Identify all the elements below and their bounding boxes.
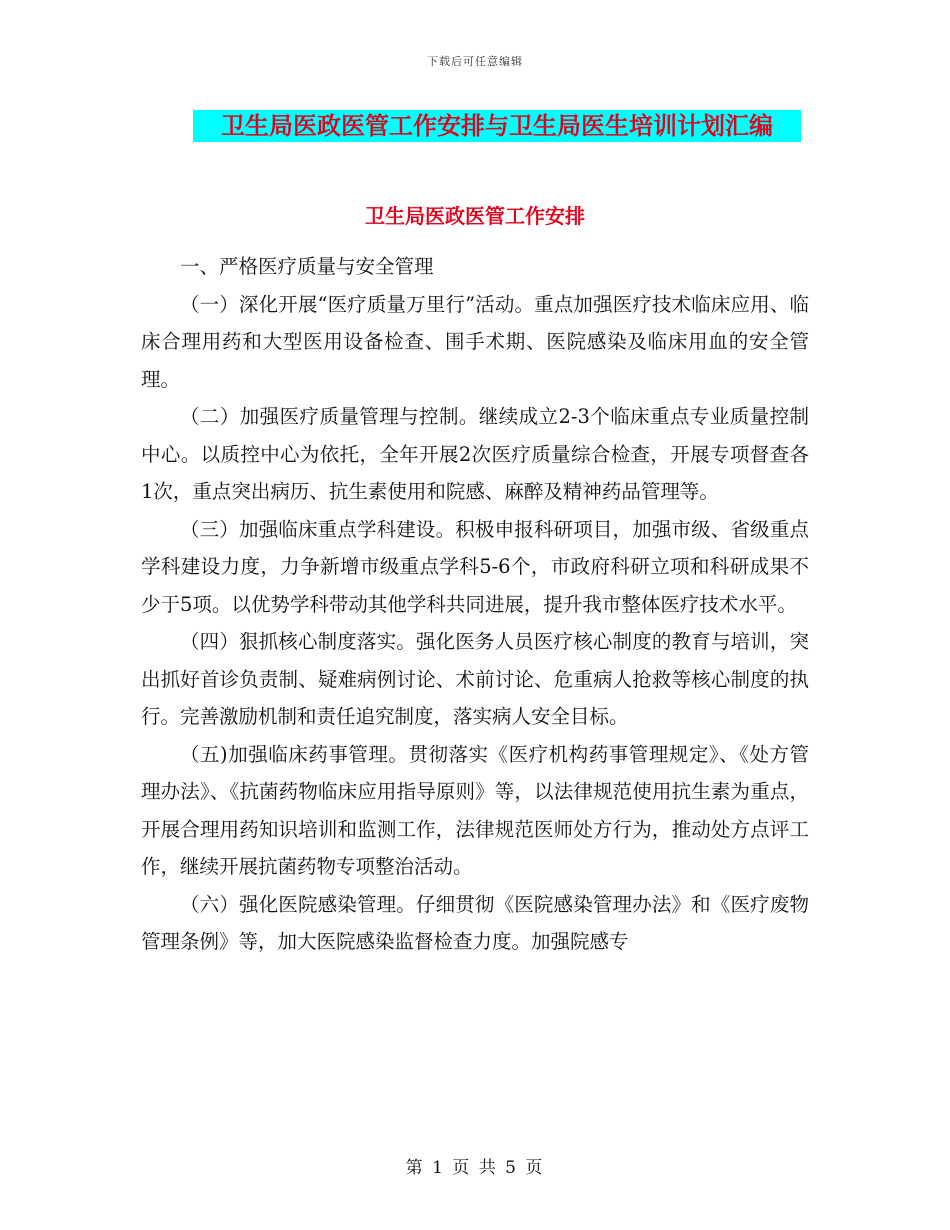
page-number: 第 1 页 共 5 页 — [405, 1158, 545, 1178]
paragraph-3: （三）加强临床重点学科建设。积极申报科研项目，加强市级、省级重点学科建设力度，力争新增市级重点学科5-6个，市政府科研立项和科研成果不少于5项。以优势学科带动其他学科共同进展，提升我市整体医疗技术水平。 — [141, 517, 809, 616]
document-title: 卫生局医政医管工作安排与卫生局医生培训计划汇编 — [193, 110, 801, 142]
paragraph-5: （五)加强临床药事管理。贯彻落实《医疗机构药事管理规定》、《处方管理办法》、《抗菌药物临床应用指导原则》等，以法律规范使用抗生素为重点，开展合理用药知识培训和监测工作，法律规范医师处方行为，推动处方点评工作，继续开展抗菌药物专项整治活动。 — [141, 742, 809, 878]
paragraph-2: （二）加强医疗质量管理与控制。继续成立2-3个临床重点专业质量控制中心。以质控中心为依托，全年开展2次医疗质量综合检查，开展专项督查各1次，重点突出病历、抗生素使用和院感、麻醉及精神药品管理等。 — [141, 405, 809, 503]
paragraph-1: （一）深化开展“医疗质量万里行”活动。重点加强医疗技术临床应用、临床合理用药和大型医用设备检查、围手术期、医院感染及临床用血的安全管理。 — [141, 292, 809, 391]
paragraph-6: （六）强化医院感染管理。仔细贯彻《医院感染管理办法》和《医疗废物管理条例》等，加大医院感染监督检查力度。加强院感专 — [141, 892, 809, 953]
section-heading: 一、严格医疗质量与安全管理 — [180, 255, 434, 278]
header-note: 下载后可任意编辑 — [427, 55, 523, 68]
section-title: 卫生局医政医管工作安排 — [365, 204, 585, 228]
paragraph-4: （四）狠抓核心制度落实。强化医务人员医疗核心制度的教育与培训，突出抓好首诊负责制、疑难病例讨论、术前讨论、危重病人抢救等核心制度的执行。完善激励机制和责任追究制度，落实病人安全目标。 — [141, 630, 809, 728]
document-body — [141, 248, 809, 961]
